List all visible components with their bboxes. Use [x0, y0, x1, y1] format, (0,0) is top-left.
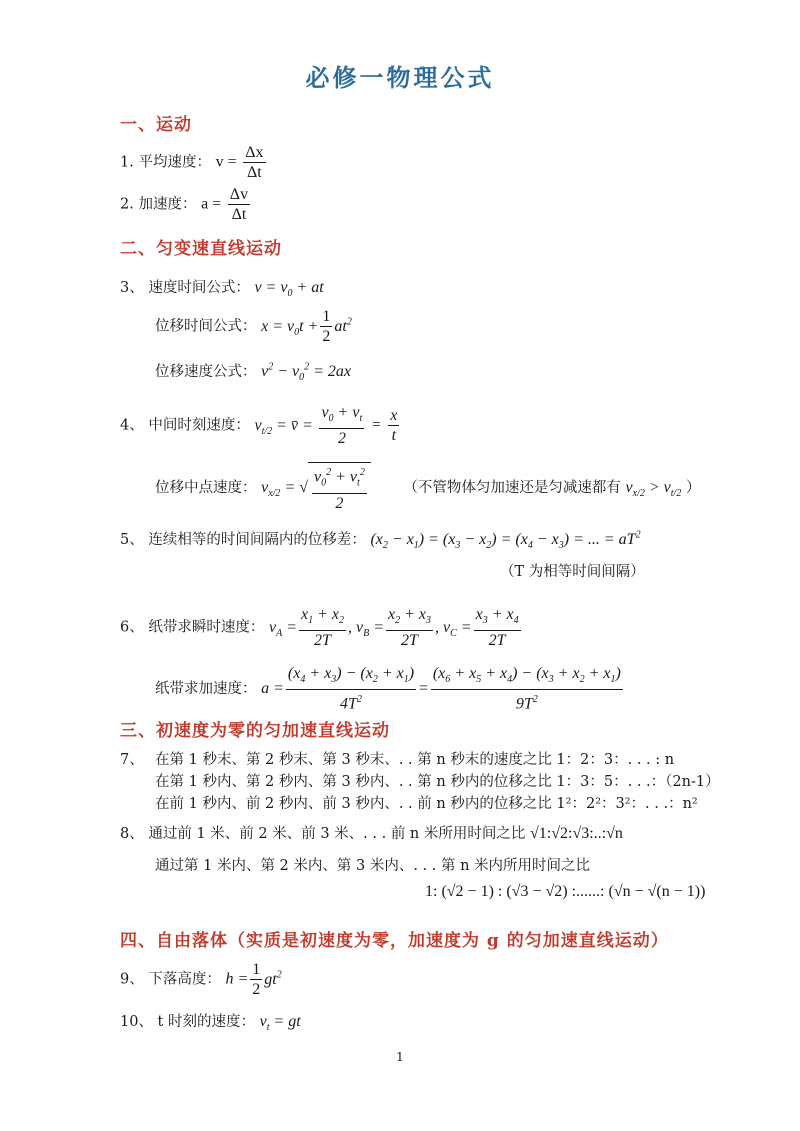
section-heading-free-fall: 四、自由落体（实质是初速度为零，加速度为 g 的匀加速直线运动）: [120, 931, 669, 951]
formula-acceleration: 2. 加速度： a = $\frac{\Delta v}{\Delta t}$: [120, 186, 249, 223]
section-heading-uniform-accel: 二、匀变速直线运动: [120, 239, 282, 259]
formula-successive-difference: 5、 连续相等的时间间隔内的位移差： $(x_2 - x_1) = (x_3 - x_2) = (x_4 - x_3)$ = ... = $aT^2$: [120, 529, 641, 552]
section-heading-zero-initial: 三、初速度为零的匀加速直线运动: [120, 721, 390, 741]
formula-label: 10、 t 时刻的速度：: [120, 1014, 255, 1030]
formula-displacement-velocity: 位移速度公式： $v^2 - v_0^2 = 2ax$: [155, 361, 352, 384]
formula-label: 4、 中间时刻速度：: [120, 417, 250, 434]
formula-mid-position-velocity: 位移中点速度： $v_{x/2}$ = √ $\frac{v_0^2 + v_t^2}{2}$ （不管物体匀加速还是匀减速都有 $v_{x/2} > v_{t/2}$ ）: [155, 462, 700, 513]
formula-velocity-time: 3、 速度时间公式： $v = v_0$ + at: [120, 279, 324, 300]
ratio-time-first-meters: 8、 通过前 1 米、前 2 米、前 3 米、. . . 前 n 米所用时间之比 √1:√2:√3:..:√n: [120, 825, 623, 842]
formula-label: 8、 通过前 1 米、前 2 米、前 3 米、. . . 前 n 米所用时间之比: [120, 826, 526, 842]
formula-label: 1. 平均速度：: [120, 154, 211, 171]
page-title: 必修一物理公式: [305, 63, 495, 92]
formula-label: 3、 速度时间公式：: [120, 280, 250, 296]
formula-label: 9、 下落高度：: [120, 971, 221, 988]
ratio-time-each-meter-label: 通过第 1 米内、第 2 米内、第 3 米内、. . . 第 n 米内所用时间之比: [155, 858, 591, 874]
formula-note: （不管物体匀加速还是匀减速都有: [403, 479, 621, 496]
formula-note-end: ）: [685, 479, 701, 496]
formula-label: 2. 加速度：: [120, 196, 197, 213]
formula-label: 纸带求加速度：: [155, 680, 257, 697]
ratio-displacement-first-seconds: 在前 1 秒内、前 2 秒内、前 3 秒内、. . 前 n 秒内的位移之比 1²：2²：3²：. . .：n²: [155, 796, 698, 812]
formula-tape-instant-velocity: 6、 纸带求瞬时速度： $v_A$ = $\frac{x_1 + x_2}{2T}$ , $v_B$ = $\frac{x_2 + x_3}{2T}$ , $v_C$ = $\frac{x_3 + x_4}{2T}$: [120, 606, 519, 650]
item-7-number: 7、: [120, 752, 144, 768]
formula-note-period: （T 为相等时间间隔）: [500, 564, 645, 580]
formula-displacement-time: 位移时间公式： $x = v_0t$ + $\frac{1}{2}$ $at^2$: [155, 308, 352, 345]
formula-label: 5、 连续相等的时间间隔内的位移差：: [120, 532, 366, 548]
page-number: 1: [396, 1050, 404, 1064]
ratio-displacement-each-second: 在第 1 秒内、第 2 秒内、第 3 秒内、. . 第 n 秒内的位移之比 1：3：5：. . .：（2n-1）: [155, 774, 720, 790]
ratio-velocity-end: 在第 1 秒末、第 2 秒末、第 3 秒末、. . 第 n 秒末的速度之比 1：2：3：. . . : n: [155, 752, 675, 768]
formula-average-velocity: 1. 平均速度： v = $\frac{\Delta x}{\Delta t}$: [120, 144, 264, 181]
formula-fall-height: 9、 下落高度： h = $\frac{1}{2}$ $gt^2$: [120, 961, 282, 998]
formula-label: 位移速度公式：: [155, 364, 257, 380]
formula-label: 6、 纸带求瞬时速度：: [120, 619, 265, 636]
section-heading-motion: 一、运动: [120, 115, 192, 135]
formula-label: 位移时间公式：: [155, 318, 257, 335]
formula-velocity-at-t: 10、 t 时刻的速度： $v_t$ = gt: [120, 1013, 301, 1034]
formula-tape-acceleration: 纸带求加速度： a = $\frac{(x_4 + x_3) - (x_2 + x_1)}{4T^2}$ = $\frac{(x_6 + x_5 + x_4) - (x_3 + x_2 + x_1)}{9T^2}$: [155, 665, 621, 713]
formula-label: 位移中点速度：: [155, 479, 257, 496]
formula-mid-time-velocity: 4、 中间时刻速度： $v_{t/2}$ = v̄ = $\frac{v_0 + v_t}{2}$ = $\frac{x}{t}$: [120, 404, 398, 448]
ratio-time-each-meter-formula: 1: (√2 − 1) : (√3 − √2) :......: (√n − √(n − 1)): [425, 883, 706, 900]
